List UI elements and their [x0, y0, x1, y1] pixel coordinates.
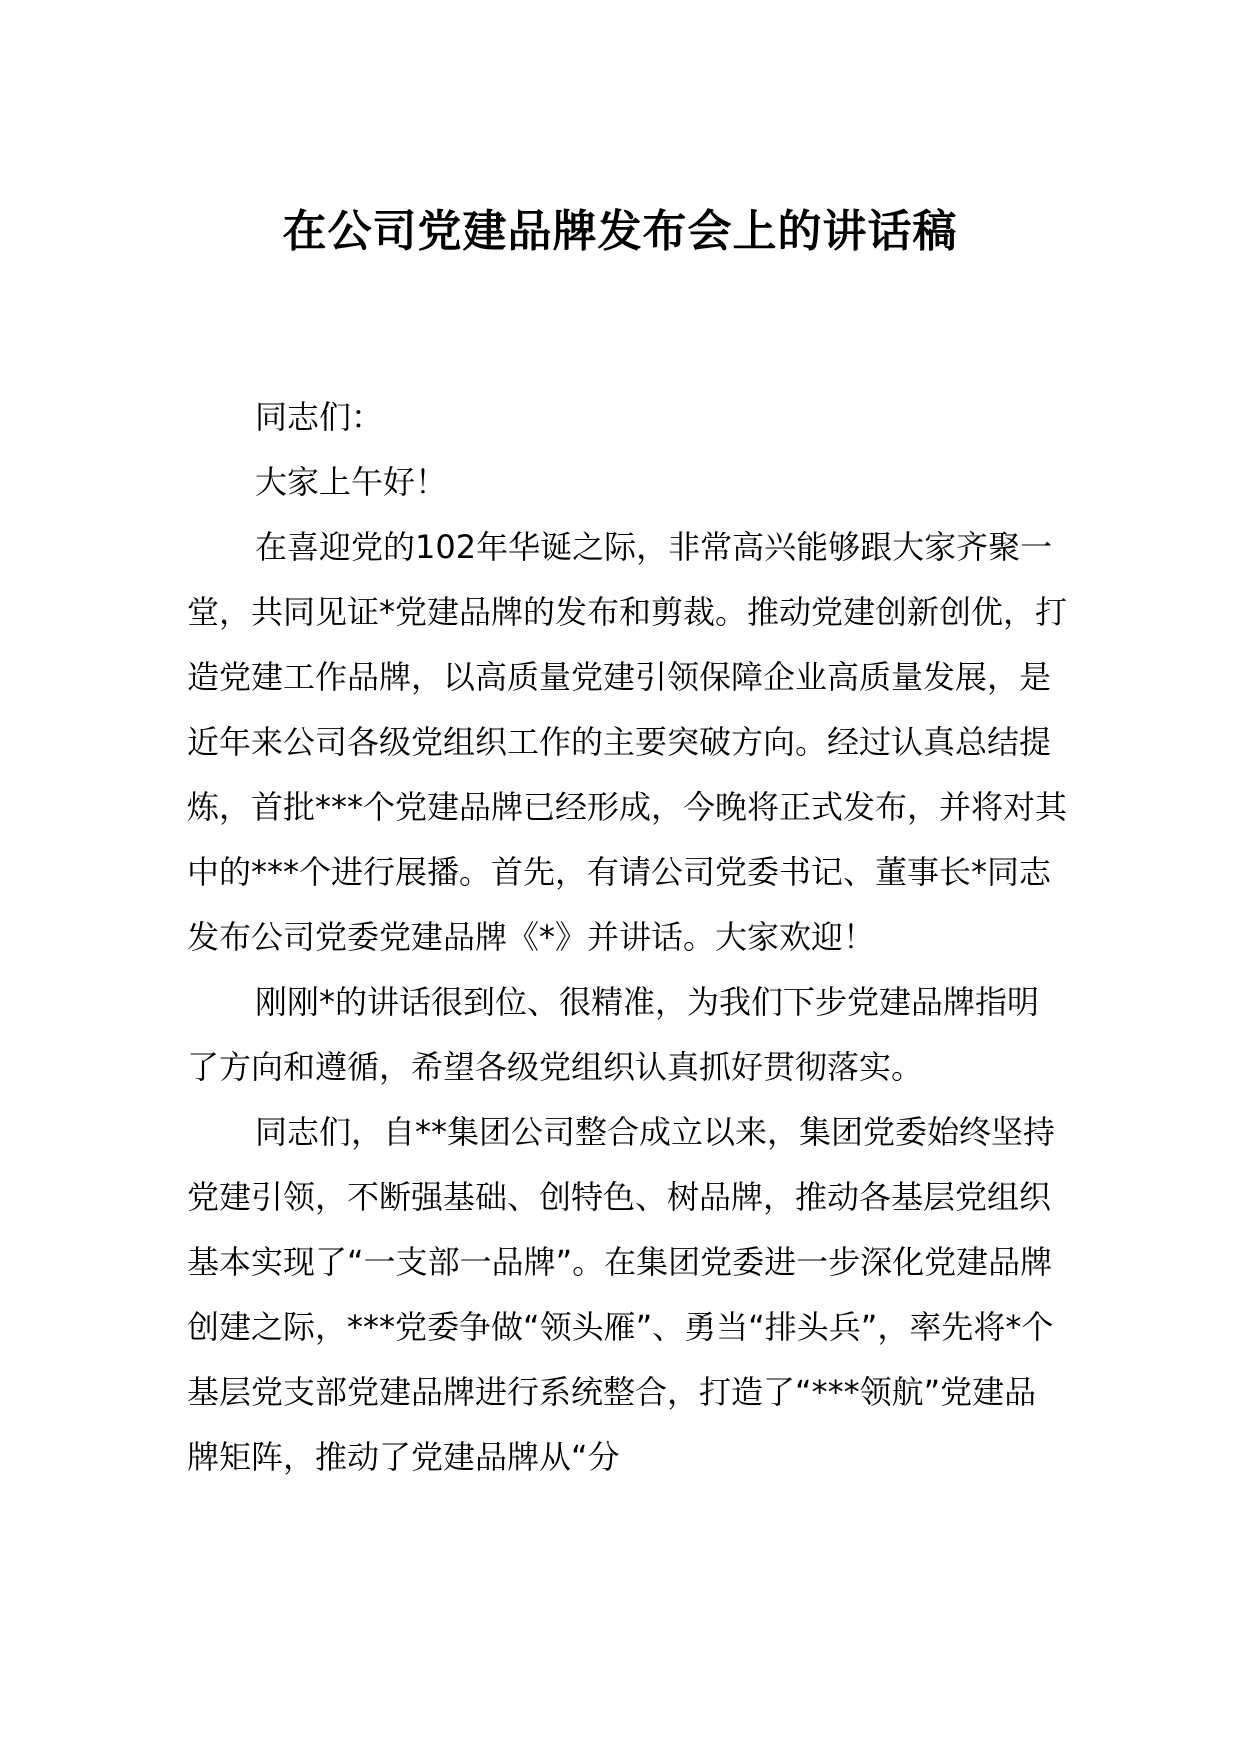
document-title: 在公司党建品牌发布会上的讲话稿 [282, 206, 958, 257]
paragraph-opening: 在喜迎党的102年华诞之际，非常高兴能够跟大家齐聚一堂，共同见证*党建品牌的发布和剪裁。推动党建创新创优，打造党建工作品牌，以高质量党建引领保障企业高质量发展，是近年来公司各级党组织工作的主要突破方向。经过认真总结提炼，首批***个党建品牌已经形成，今晚将正式发布，并将对其中的***个进行展播。首先，有请公司党委书记、董事长*同志发布公司党委党建品牌《*》并讲话。大家欢迎！ [187, 528, 1068, 956]
paragraph-salutation: 大家上午好！ [255, 463, 448, 501]
document-body [187, 385, 1067, 1490]
paragraph-greeting: 同志们： [255, 398, 384, 436]
paragraph-response: 刚刚*的讲话很到位、很精准，为我们下步党建品牌指明了方向和遵循，希望各级党组织认真抓好贯彻落实。 [187, 983, 1040, 1086]
paragraph-achievements: 同志们，自**集团公司整合成立以来，集团党委始终坚持党建引领，不断强基础、创特色、树品牌，推动各基层党组织基本实现了“一支部一品牌”。在集团党委进一步深化党建品牌创建之际，***党委争做“领头雁”、勇当“排头兵”，率先将*个基层党支部党建品牌进行系统整合，打造了“***领航”党建品牌矩阵，推动了党建品牌从“分 [187, 1113, 1056, 1476]
